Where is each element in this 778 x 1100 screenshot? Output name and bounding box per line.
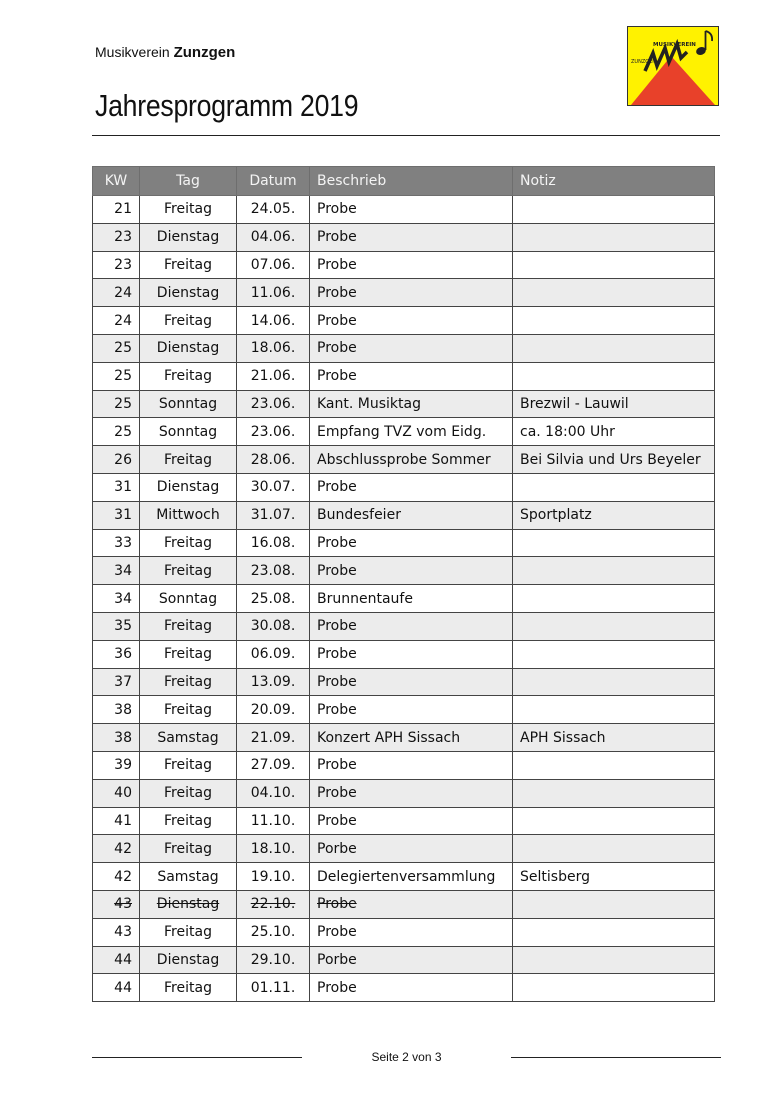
table-row — [93, 640, 715, 668]
cell-beschrieb: Probe — [310, 223, 513, 251]
table-row — [93, 612, 715, 640]
cell-tag: Freitag — [140, 557, 237, 585]
table-row — [93, 946, 715, 974]
cell-notiz: Seltisberg — [513, 863, 715, 891]
cell-tag: Freitag — [140, 807, 237, 835]
cell-beschrieb: Probe — [310, 251, 513, 279]
cell-notiz — [513, 974, 715, 1002]
cell-tag: Freitag — [140, 696, 237, 724]
cell-tag: Dienstag — [140, 890, 237, 918]
table-row — [93, 751, 715, 779]
cell-datum: 28.06. — [237, 446, 310, 474]
cell-datum: 23.06. — [237, 418, 310, 446]
cell-notiz — [513, 751, 715, 779]
cell-tag: Freitag — [140, 974, 237, 1002]
org-prefix: Musikverein — [95, 44, 170, 60]
cell-notiz: Sportplatz — [513, 501, 715, 529]
cell-tag: Freitag — [140, 918, 237, 946]
cell-beschrieb: Probe — [310, 974, 513, 1002]
cell-tag: Sonntag — [140, 390, 237, 418]
cell-notiz: Bei Silvia und Urs Beyeler — [513, 446, 715, 474]
table-row — [93, 668, 715, 696]
cell-beschrieb: Probe — [310, 529, 513, 557]
cell-beschrieb: Probe — [310, 890, 513, 918]
table-row — [93, 196, 715, 224]
cell-notiz — [513, 279, 715, 307]
cell-datum: 20.09. — [237, 696, 310, 724]
footer-rule-left — [92, 1057, 302, 1058]
cell-notiz — [513, 918, 715, 946]
cell-kw: 41 — [93, 807, 140, 835]
cell-notiz — [513, 223, 715, 251]
table-row — [93, 446, 715, 474]
cell-notiz — [513, 890, 715, 918]
cell-kw: 23 — [93, 251, 140, 279]
cell-datum: 18.06. — [237, 334, 310, 362]
cell-tag: Freitag — [140, 668, 237, 696]
table-row — [93, 585, 715, 613]
cell-notiz — [513, 696, 715, 724]
cell-notiz: APH Sissach — [513, 724, 715, 752]
cell-beschrieb: Probe — [310, 640, 513, 668]
table-row — [93, 696, 715, 724]
cell-datum: 18.10. — [237, 835, 310, 863]
header-kw: KW — [93, 167, 140, 196]
cell-beschrieb: Probe — [310, 696, 513, 724]
cell-kw: 43 — [93, 918, 140, 946]
cell-beschrieb: Probe — [310, 918, 513, 946]
cell-beschrieb: Probe — [310, 307, 513, 335]
cell-notiz — [513, 585, 715, 613]
cell-notiz — [513, 196, 715, 224]
cell-tag: Freitag — [140, 779, 237, 807]
table-row — [93, 835, 715, 863]
table-row — [93, 779, 715, 807]
cell-tag: Dienstag — [140, 473, 237, 501]
table-row — [93, 974, 715, 1002]
cell-notiz — [513, 807, 715, 835]
cell-beschrieb: Probe — [310, 473, 513, 501]
cell-tag: Freitag — [140, 196, 237, 224]
header-beschrieb: Beschrieb — [310, 167, 513, 196]
cell-datum: 25.10. — [237, 918, 310, 946]
cell-beschrieb: Probe — [310, 334, 513, 362]
cell-tag: Samstag — [140, 863, 237, 891]
table-row — [93, 334, 715, 362]
header-tag: Tag — [140, 167, 237, 196]
cell-datum: 25.08. — [237, 585, 310, 613]
cell-tag: Freitag — [140, 307, 237, 335]
logo-text-top: MUSIKVEREIN — [653, 42, 696, 48]
cell-beschrieb: Probe — [310, 557, 513, 585]
cell-kw: 34 — [93, 585, 140, 613]
cell-notiz — [513, 640, 715, 668]
cell-beschrieb: Porbe — [310, 946, 513, 974]
table-row — [93, 807, 715, 835]
table-row — [93, 890, 715, 918]
cell-beschrieb: Probe — [310, 362, 513, 390]
table-row — [93, 724, 715, 752]
table-row — [93, 223, 715, 251]
cell-kw: 31 — [93, 473, 140, 501]
cell-kw: 25 — [93, 418, 140, 446]
cell-notiz — [513, 473, 715, 501]
cell-kw: 36 — [93, 640, 140, 668]
logo-text-bottom: ZUNZGEN — [631, 59, 657, 65]
table-row — [93, 418, 715, 446]
cell-kw: 42 — [93, 863, 140, 891]
cell-notiz — [513, 251, 715, 279]
cell-tag: Freitag — [140, 751, 237, 779]
cell-kw: 25 — [93, 390, 140, 418]
cell-datum: 27.09. — [237, 751, 310, 779]
cell-kw: 35 — [93, 612, 140, 640]
title-divider — [92, 135, 720, 136]
cell-tag: Freitag — [140, 612, 237, 640]
cell-tag: Samstag — [140, 724, 237, 752]
cell-kw: 38 — [93, 724, 140, 752]
cell-beschrieb: Probe — [310, 779, 513, 807]
cell-datum: 04.06. — [237, 223, 310, 251]
table-header-row — [93, 167, 715, 196]
cell-tag: Sonntag — [140, 418, 237, 446]
cell-tag: Dienstag — [140, 334, 237, 362]
cell-tag: Freitag — [140, 529, 237, 557]
cell-kw: 33 — [93, 529, 140, 557]
cell-notiz — [513, 307, 715, 335]
program-table — [92, 166, 715, 1002]
cell-kw: 25 — [93, 362, 140, 390]
cell-datum: 31.07. — [237, 501, 310, 529]
table-row — [93, 279, 715, 307]
cell-datum: 21.06. — [237, 362, 310, 390]
cell-notiz: Brezwil - Lauwil — [513, 390, 715, 418]
cell-beschrieb: Empfang TVZ vom Eidg. — [310, 418, 513, 446]
cell-beschrieb: Probe — [310, 751, 513, 779]
cell-kw: 38 — [93, 696, 140, 724]
cell-beschrieb: Bundesfeier — [310, 501, 513, 529]
cell-datum: 21.09. — [237, 724, 310, 752]
cell-datum: 30.07. — [237, 473, 310, 501]
cell-beschrieb: Probe — [310, 668, 513, 696]
cell-kw: 34 — [93, 557, 140, 585]
cell-datum: 29.10. — [237, 946, 310, 974]
cell-beschrieb: Porbe — [310, 835, 513, 863]
musikverein-logo — [627, 26, 719, 106]
cell-kw: 24 — [93, 307, 140, 335]
cell-kw: 31 — [93, 501, 140, 529]
cell-tag: Dienstag — [140, 279, 237, 307]
cell-notiz — [513, 835, 715, 863]
cell-notiz — [513, 557, 715, 585]
cell-kw: 44 — [93, 974, 140, 1002]
cell-kw: 23 — [93, 223, 140, 251]
table-row — [93, 473, 715, 501]
cell-datum: 11.06. — [237, 279, 310, 307]
cell-kw: 39 — [93, 751, 140, 779]
cell-kw: 44 — [93, 946, 140, 974]
table-row — [93, 529, 715, 557]
cell-kw: 26 — [93, 446, 140, 474]
page-title: Jahresprogramm 2019 — [95, 88, 359, 123]
cell-beschrieb: Probe — [310, 807, 513, 835]
cell-kw: 37 — [93, 668, 140, 696]
cell-datum: 30.08. — [237, 612, 310, 640]
cell-tag: Mittwoch — [140, 501, 237, 529]
cell-notiz — [513, 668, 715, 696]
cell-notiz — [513, 946, 715, 974]
cell-beschrieb: Konzert APH Sissach — [310, 724, 513, 752]
cell-datum: 23.08. — [237, 557, 310, 585]
cell-kw: 25 — [93, 334, 140, 362]
cell-beschrieb: Abschlussprobe Sommer — [310, 446, 513, 474]
table-row — [93, 390, 715, 418]
cell-beschrieb: Brunnentaufe — [310, 585, 513, 613]
page-number: Seite 2 von 3 — [371, 1050, 442, 1064]
cell-tag: Freitag — [140, 835, 237, 863]
cell-notiz — [513, 529, 715, 557]
cell-kw: 21 — [93, 196, 140, 224]
cell-datum: 13.09. — [237, 668, 310, 696]
cell-datum: 16.08. — [237, 529, 310, 557]
cell-tag: Dienstag — [140, 223, 237, 251]
cell-notiz — [513, 362, 715, 390]
cell-kw: 42 — [93, 835, 140, 863]
table-row — [93, 557, 715, 585]
cell-notiz: ca. 18:00 Uhr — [513, 418, 715, 446]
table-row — [93, 863, 715, 891]
cell-datum: 22.10. — [237, 890, 310, 918]
footer-rule-right — [511, 1057, 721, 1058]
cell-kw: 24 — [93, 279, 140, 307]
header-notiz: Notiz — [513, 167, 715, 196]
cell-beschrieb: Probe — [310, 196, 513, 224]
cell-datum: 06.09. — [237, 640, 310, 668]
cell-datum: 11.10. — [237, 807, 310, 835]
table-row — [93, 251, 715, 279]
table-row — [93, 918, 715, 946]
table-row — [93, 501, 715, 529]
organization-name — [95, 44, 235, 61]
cell-tag: Freitag — [140, 251, 237, 279]
cell-datum: 07.06. — [237, 251, 310, 279]
cell-datum: 24.05. — [237, 196, 310, 224]
table-row — [93, 362, 715, 390]
cell-beschrieb: Kant. Musiktag — [310, 390, 513, 418]
cell-datum: 01.11. — [237, 974, 310, 1002]
cell-tag: Freitag — [140, 446, 237, 474]
cell-notiz — [513, 779, 715, 807]
table-row — [93, 307, 715, 335]
cell-datum: 04.10. — [237, 779, 310, 807]
cell-beschrieb: Probe — [310, 612, 513, 640]
cell-datum: 14.06. — [237, 307, 310, 335]
cell-tag: Dienstag — [140, 946, 237, 974]
cell-tag: Freitag — [140, 640, 237, 668]
header-datum: Datum — [237, 167, 310, 196]
cell-tag: Freitag — [140, 362, 237, 390]
cell-datum: 23.06. — [237, 390, 310, 418]
cell-notiz — [513, 334, 715, 362]
org-name: Zunzgen — [173, 44, 236, 61]
cell-kw: 40 — [93, 779, 140, 807]
cell-kw: 43 — [93, 890, 140, 918]
cell-notiz — [513, 612, 715, 640]
cell-datum: 19.10. — [237, 863, 310, 891]
cell-beschrieb: Probe — [310, 279, 513, 307]
cell-tag: Sonntag — [140, 585, 237, 613]
cell-beschrieb: Delegiertenversammlung — [310, 863, 513, 891]
